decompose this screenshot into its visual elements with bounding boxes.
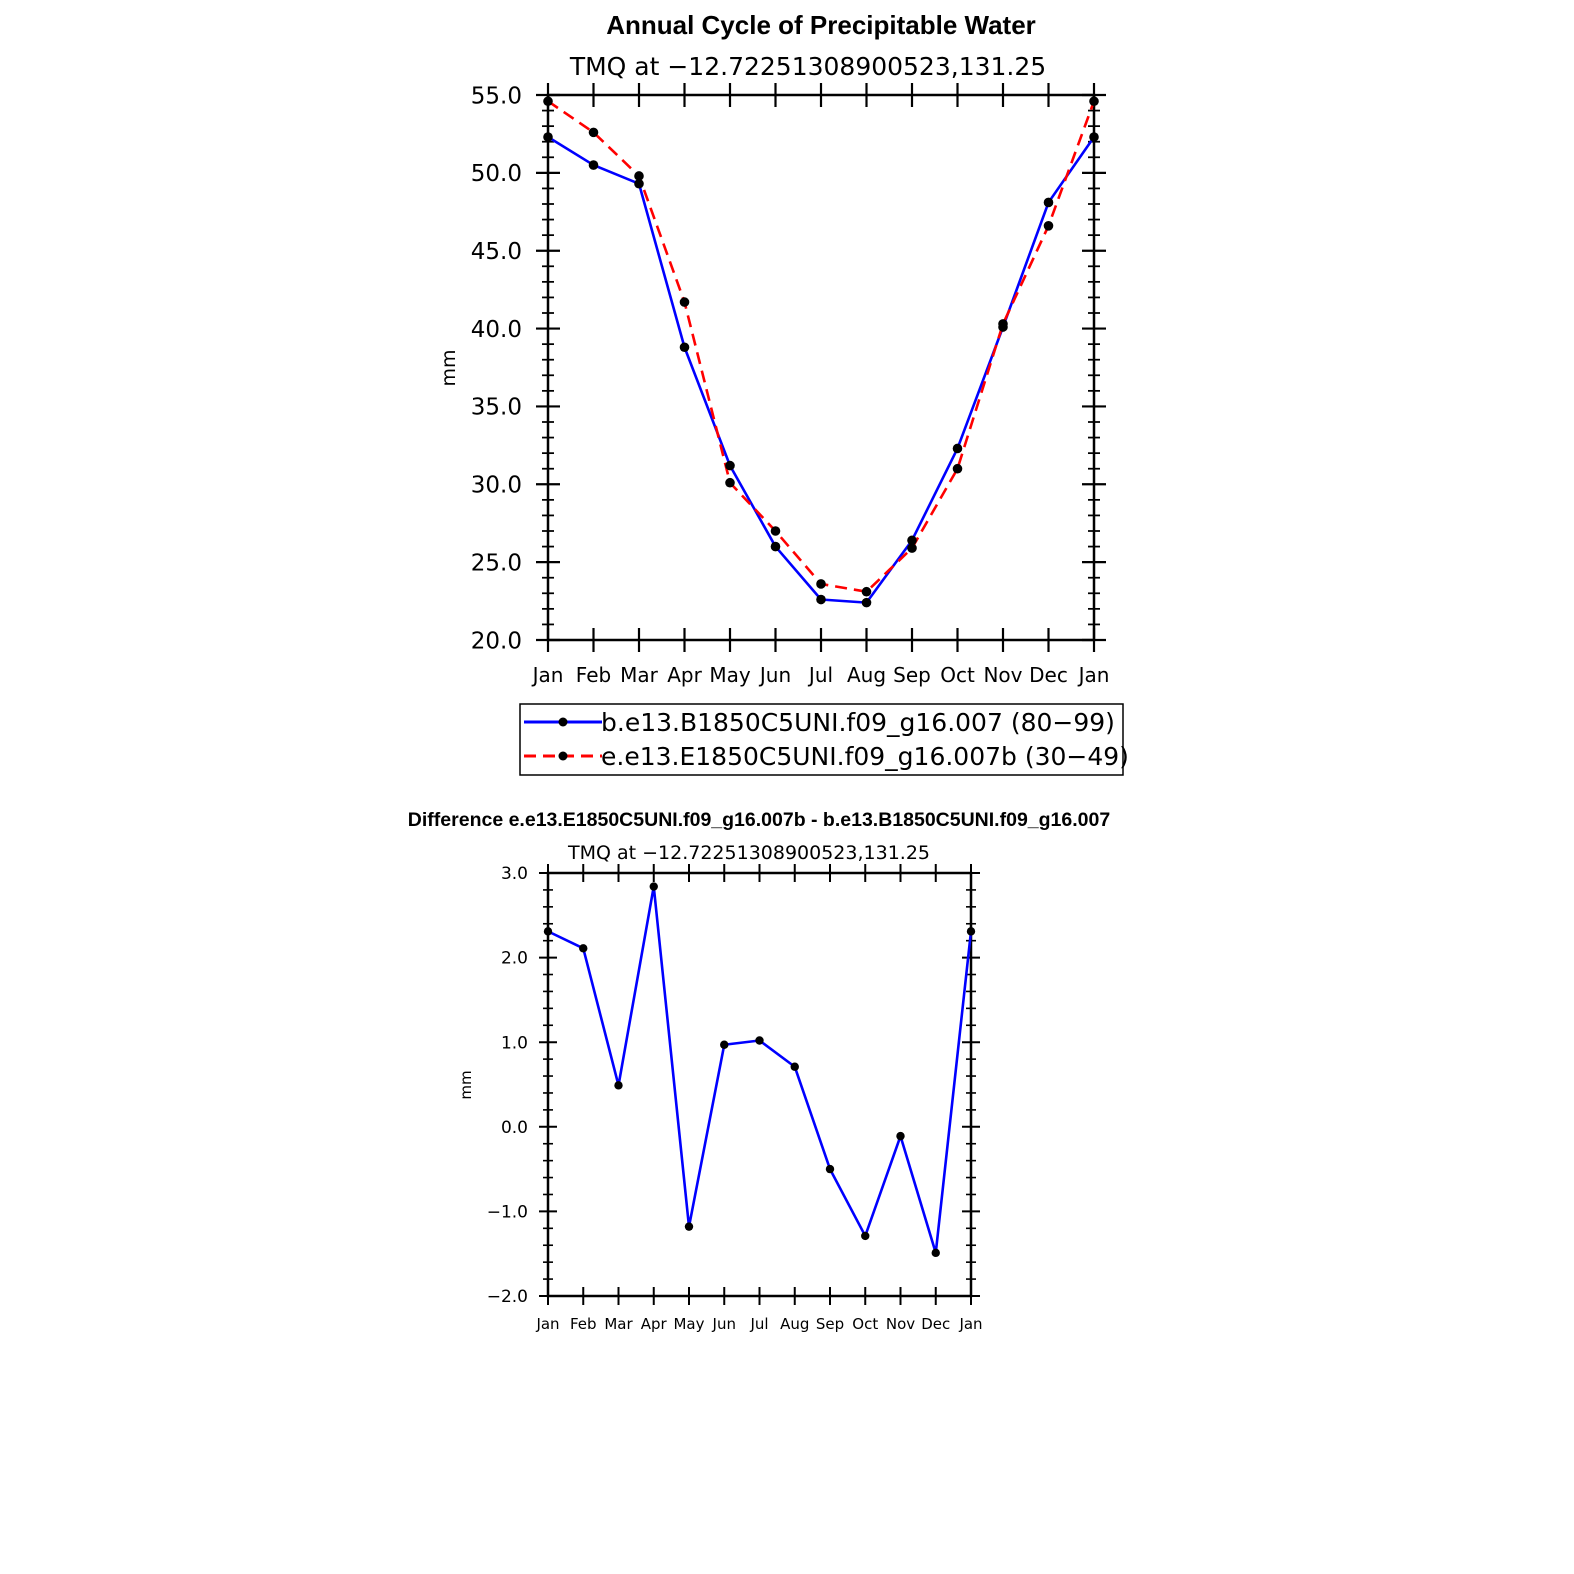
data-point-series-1	[685, 1222, 693, 1230]
series-line-2	[548, 101, 1094, 592]
bottom-chart-title: Difference e.e13.E1850C5UNI.f09_g16.007b - b.e13.B1850C5UNI.f09_g16.007	[407, 809, 1111, 831]
data-point-series-1	[614, 1081, 622, 1089]
data-point-series-1	[543, 132, 553, 142]
x-tick-label: Nov	[983, 663, 1023, 687]
data-point-series-1	[1044, 198, 1054, 208]
data-point-series-2	[816, 579, 826, 589]
x-tick-label: Feb	[569, 1315, 597, 1333]
top-chart-legend	[520, 704, 1129, 775]
legend-marker-blue	[559, 718, 568, 727]
x-tick-label: Aug	[780, 1315, 810, 1333]
data-point-series-1	[791, 1063, 799, 1071]
y-tick-label: 25.0	[470, 550, 522, 577]
x-tick-label: Nov	[885, 1315, 916, 1333]
x-tick-label: Dec	[1029, 663, 1068, 687]
data-point-series-1	[720, 1041, 728, 1049]
y-tick-label: 1.0	[500, 1033, 528, 1054]
data-point-series-1	[755, 1036, 763, 1044]
top-chart-ylabel: mm	[438, 349, 460, 387]
data-point-series-2	[1089, 96, 1099, 106]
x-tick-label: Jul	[750, 1315, 769, 1333]
y-tick-label: 2.0	[500, 948, 528, 969]
data-point-series-2	[907, 543, 917, 553]
y-tick-label: 55.0	[470, 83, 522, 110]
series-line-1	[548, 887, 971, 1253]
x-tick-label: Mar	[620, 663, 658, 687]
plot-frame	[548, 873, 971, 1296]
data-point-series-2	[634, 171, 644, 181]
data-point-series-1	[680, 342, 690, 352]
y-tick-label: 0.0	[500, 1117, 528, 1138]
series-line-1	[548, 137, 1094, 603]
data-point-series-1	[816, 595, 826, 605]
data-point-series-1	[967, 927, 975, 935]
data-point-series-1	[544, 927, 552, 935]
legend-label-series-1: b.e13.B1850C5UNI.f09_g16.007 (80−99)	[601, 708, 1115, 737]
y-tick-label: 3.0	[500, 864, 528, 885]
x-tick-label: Sep	[893, 663, 931, 687]
x-tick-label: Apr	[667, 663, 702, 687]
plot-frame	[548, 95, 1094, 640]
data-point-series-1	[771, 542, 781, 552]
data-point-series-2	[543, 96, 553, 106]
y-tick-label: −1.0	[486, 1202, 528, 1223]
legend-marker-red	[559, 752, 568, 761]
y-tick-label: 40.0	[470, 316, 522, 343]
data-point-series-1	[896, 1132, 904, 1140]
x-tick-label: Jan	[1078, 663, 1110, 687]
x-tick-label: Apr	[640, 1315, 667, 1333]
x-tick-label: Sep	[815, 1315, 845, 1333]
data-point-series-2	[725, 478, 735, 488]
data-point-series-1	[861, 1232, 869, 1240]
data-point-series-1	[1089, 132, 1099, 142]
y-tick-label: 35.0	[470, 394, 522, 421]
x-tick-label: Jun	[759, 663, 792, 687]
bottom-chart-ylabel: mm	[457, 1070, 475, 1100]
y-tick-label: −2.0	[486, 1287, 528, 1308]
y-tick-label: 50.0	[470, 161, 522, 188]
data-point-series-1	[650, 882, 658, 890]
data-point-series-2	[862, 587, 872, 597]
data-point-series-1	[953, 444, 963, 454]
y-tick-label: 45.0	[470, 238, 522, 265]
top-chart-plot-area	[471, 83, 1110, 687]
data-point-series-2	[1044, 221, 1054, 231]
x-tick-label: Jan	[532, 663, 564, 687]
data-point-series-2	[680, 297, 690, 307]
data-point-series-1	[579, 944, 587, 952]
top-chart-subtitle: TMQ at −12.72251308900523,131.25	[569, 52, 1047, 81]
top-chart-title: Annual Cycle of Precipitable Water	[606, 10, 1036, 40]
x-tick-label: Aug	[846, 663, 887, 687]
data-point-series-2	[589, 128, 599, 138]
x-tick-label: Oct	[940, 663, 975, 687]
x-tick-label: May	[709, 663, 751, 687]
data-point-series-2	[953, 464, 963, 474]
x-tick-label: May	[673, 1315, 705, 1333]
y-tick-label: 30.0	[470, 472, 522, 499]
x-tick-label: Jan	[959, 1315, 983, 1333]
data-point-series-1	[932, 1249, 940, 1257]
legend-label-series-2: e.e13.E1850C5UNI.f09_g16.007b (30−49)	[601, 742, 1129, 771]
data-point-series-1	[725, 461, 735, 471]
data-point-series-2	[998, 319, 1008, 329]
x-tick-label: Jul	[808, 663, 834, 687]
y-tick-label: 20.0	[470, 628, 522, 655]
data-point-series-1	[826, 1165, 834, 1173]
data-point-series-1	[862, 598, 872, 608]
x-tick-label: Mar	[604, 1315, 633, 1333]
x-tick-label: Oct	[852, 1315, 879, 1333]
data-point-series-2	[771, 526, 781, 536]
bottom-chart-subtitle: TMQ at −12.72251308900523,131.25	[567, 842, 931, 864]
x-tick-label: Feb	[575, 663, 612, 687]
x-tick-label: Jun	[712, 1315, 736, 1333]
bottom-chart-plot-area	[487, 864, 983, 1333]
x-tick-label: Dec	[921, 1315, 951, 1333]
x-tick-label: Jan	[536, 1315, 560, 1333]
data-point-series-1	[589, 160, 599, 170]
